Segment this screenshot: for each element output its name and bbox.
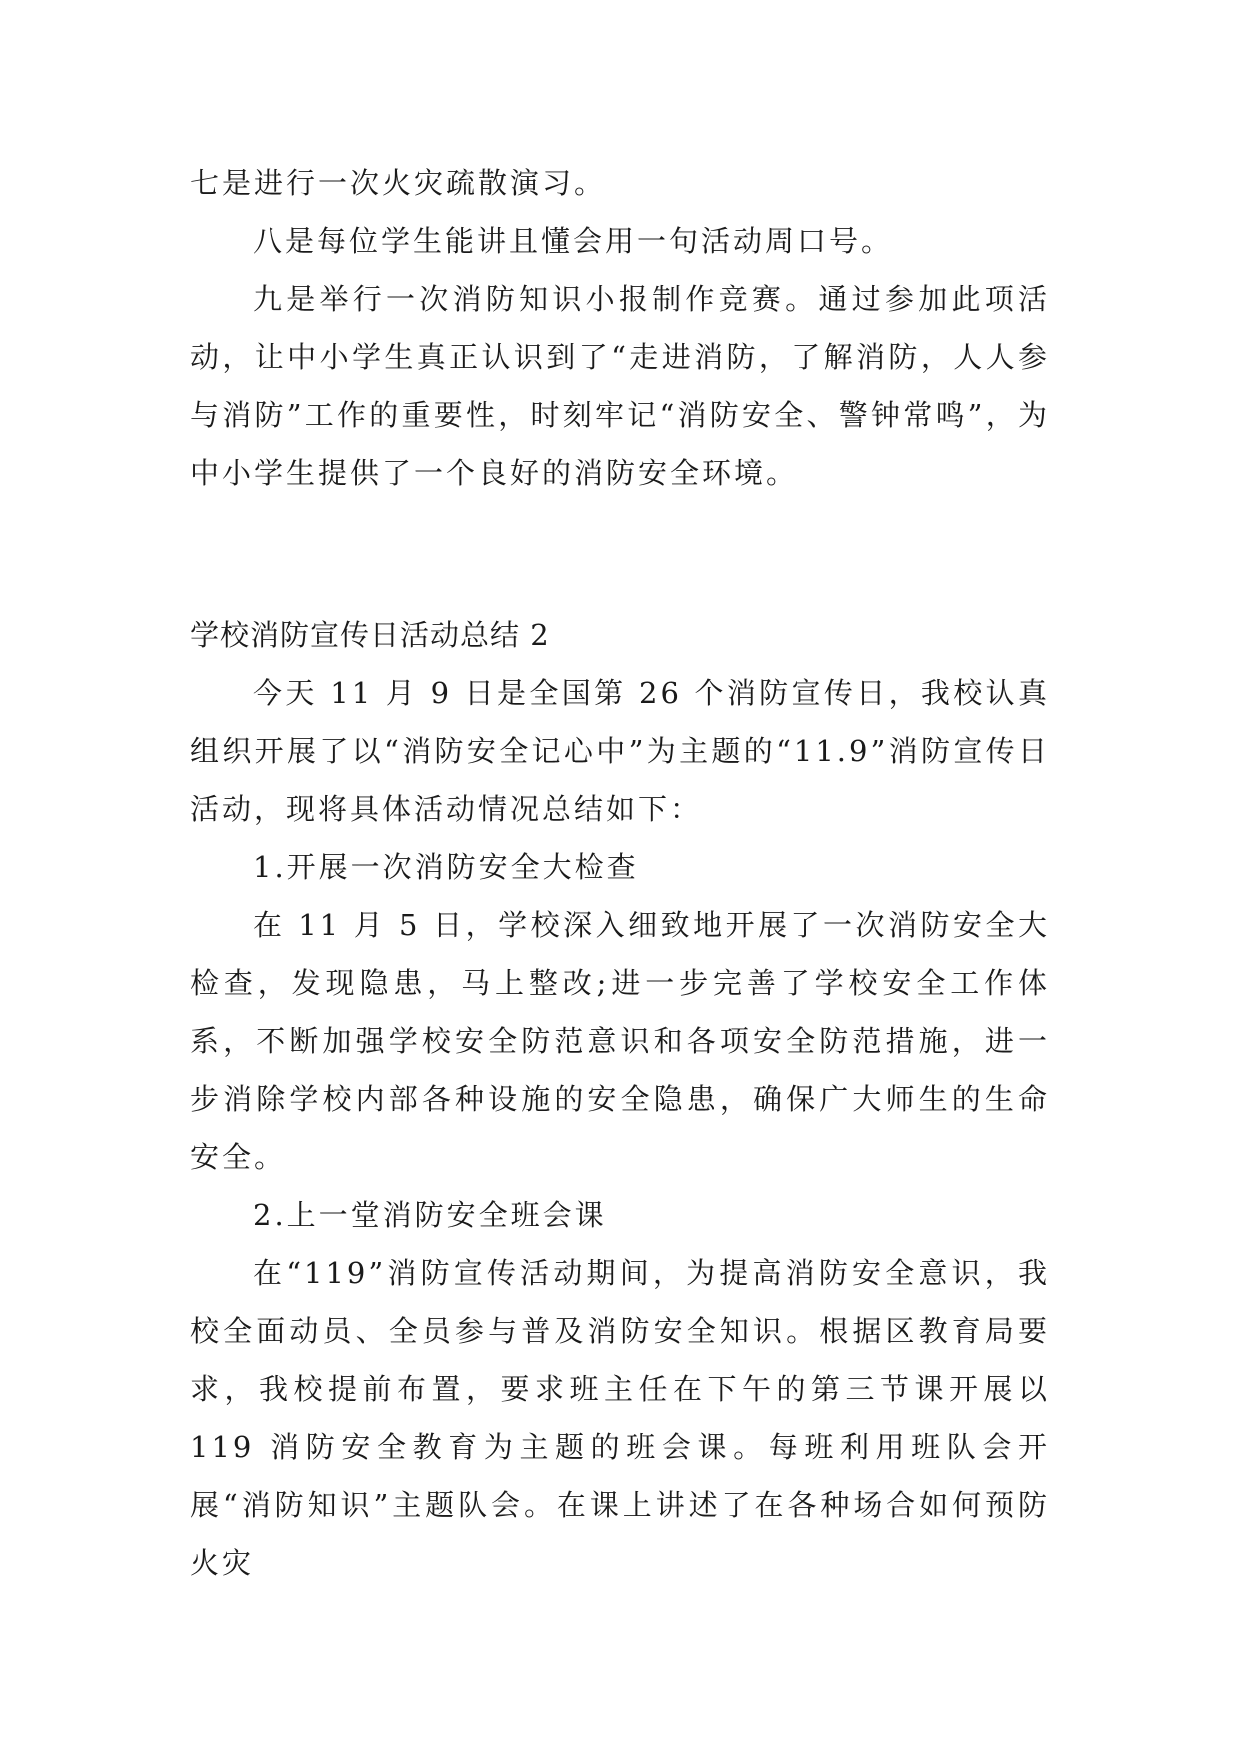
paragraph-class-meeting: 在“119”消防宣传活动期间，为提高消防安全意识，我校全面动员、全员参与普及消防安全知识。根据区教育局要求，我校提前布置，要求班主任在下午的第三节课开展以 119 消防安全教育为主题的班会课。每班利用班队会开展“消防知识”主题队会。在课上讲述了在各种场合如何预防火灾 [190, 1256, 1050, 1580]
paragraph-slogan: 八是每位学生能讲且懂会用一句活动周口号。 [253, 224, 894, 258]
bottom-section [190, 606, 1050, 1592]
heading-class-meeting: 2.上一堂消防安全班会课 [253, 1198, 607, 1232]
paragraph-safety-inspection: 在 11 月 5 日，学校深入细致地开展了一次消防安全大检查，发现隐患，马上整改;进一步完善了学校安全工作体系，不断加强学校安全防范意识和各项安全防范措施，进一步消除学校内部各种设施的安全隐患，确保广大师生的生命安全。 [190, 908, 1050, 1174]
paragraph-intro: 今天 11 月 9 日是全国第 26 个消防宣传日，我校认真组织开展了以“消防安全记心中”为主题的“11.9”消防宣传日活动，现将具体活动情况总结如下： [190, 676, 1050, 826]
paragraph-evacuation-drill: 七是进行一次火灾疏散演习。 [190, 166, 607, 200]
section-title: 学校消防宣传日活动总结 2 [190, 618, 550, 652]
top-section [190, 154, 1050, 502]
paragraph-poster-contest: 九是举行一次消防知识小报制作竞赛。通过参加此项活动，让中小学生真正认识到了“走进消防，了解消防，人人参与消防”工作的重要性，时刻牢记“消防安全、警钟常鸣”，为中小学生提供了一个良好的消防安全环境。 [190, 282, 1050, 490]
heading-safety-inspection: 1.开展一次消防安全大检查 [253, 850, 639, 884]
